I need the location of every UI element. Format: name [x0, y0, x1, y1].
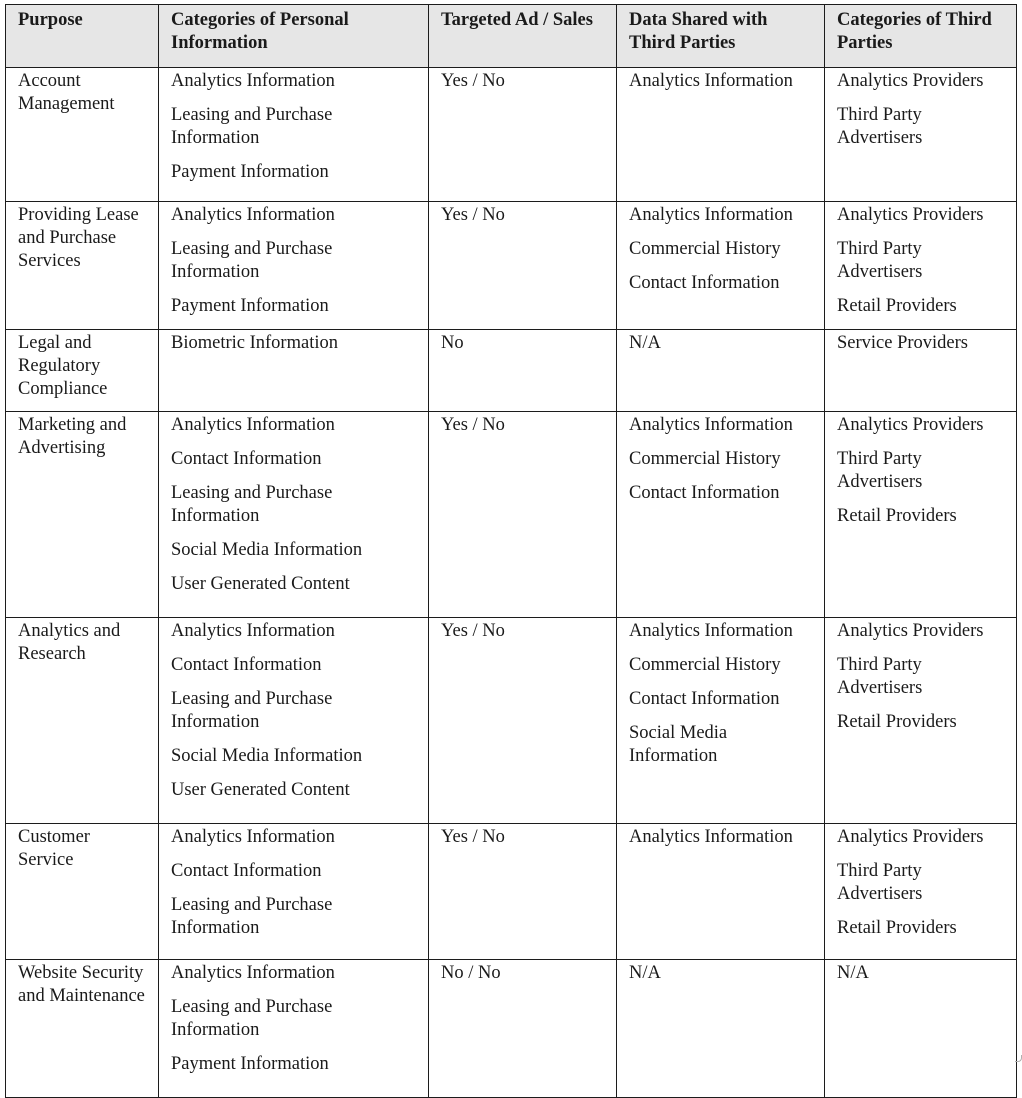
- category-item: Analytics Information: [171, 827, 335, 847]
- shared-item: Analytics Information: [629, 205, 793, 225]
- purpose-text: Legal and Regulatory Compliance: [18, 333, 108, 399]
- third-party-item: Retail Providers: [837, 712, 957, 732]
- category-item-list: [171, 962, 420, 1076]
- shared-item: Analytics Information: [629, 71, 793, 91]
- category-item: Analytics Information: [171, 415, 335, 435]
- third-party-item: Third Party Advertisers: [837, 239, 923, 282]
- category-item: Leasing and Purchase Information: [171, 239, 333, 282]
- category-item-list: [171, 332, 420, 355]
- targeted-ad-value: Yes / No: [441, 71, 505, 91]
- data-shared-cell: [617, 960, 825, 1098]
- third-party-item-list: [837, 70, 1008, 150]
- header-third-party-categories: Categories of Third Parties: [825, 5, 1017, 68]
- categories-cell: [159, 330, 429, 412]
- third-party-item: Third Party Advertisers: [837, 449, 923, 492]
- targeted-ad-value: Yes / No: [441, 415, 505, 435]
- shared-item: Commercial History: [629, 239, 781, 259]
- targeted-ad-value: No: [441, 333, 464, 353]
- targeted-ad-value: Yes / No: [441, 205, 505, 225]
- category-item: Analytics Information: [171, 621, 335, 641]
- targeted-ad-value: No / No: [441, 963, 501, 983]
- purpose-text: Account Management: [18, 71, 115, 114]
- targeted-ad-cell: [429, 824, 617, 960]
- shared-item-list: [629, 826, 816, 849]
- third-party-item-list: [837, 204, 1008, 318]
- targeted-ad-value: Yes / No: [441, 827, 505, 847]
- categories-cell: [159, 824, 429, 960]
- categories-cell: [159, 202, 429, 330]
- category-item-list: [171, 414, 420, 596]
- categories-cell: [159, 960, 429, 1098]
- third-parties-cell: [825, 412, 1017, 618]
- shared-item: Analytics Information: [629, 827, 793, 847]
- third-parties-cell: [825, 68, 1017, 202]
- shared-item: Social Media Information: [629, 723, 728, 766]
- third-party-item-list: [837, 332, 1008, 355]
- category-item: Contact Information: [171, 861, 322, 881]
- third-party-item: Third Party Advertisers: [837, 655, 923, 698]
- table-body: [6, 68, 1017, 1098]
- purpose-cell: [6, 618, 159, 824]
- third-party-item: Third Party Advertisers: [837, 105, 923, 148]
- category-item: Leasing and Purchase Information: [171, 997, 333, 1040]
- header-targeted-ad-sales: Targeted Ad / Sales: [429, 5, 617, 68]
- data-shared-cell: [617, 330, 825, 412]
- category-item: Payment Information: [171, 1054, 329, 1074]
- category-item: Leasing and Purchase Information: [171, 689, 333, 732]
- third-party-item: Retail Providers: [837, 296, 957, 316]
- header-row: [6, 5, 1017, 68]
- targeted-ad-cell: [429, 960, 617, 1098]
- third-party-item: Retail Providers: [837, 506, 957, 526]
- shared-item-list: [629, 620, 816, 768]
- header-purpose: Purpose: [6, 5, 159, 68]
- shared-item: Analytics Information: [629, 621, 793, 641]
- shared-item-list: [629, 204, 816, 295]
- purpose-text: Marketing and Advertising: [18, 415, 127, 458]
- category-item: Analytics Information: [171, 205, 335, 225]
- targeted-ad-cell: [429, 618, 617, 824]
- table-row: [6, 824, 1017, 960]
- third-party-item: Service Providers: [837, 333, 969, 353]
- category-item: Social Media Information: [171, 540, 363, 560]
- shared-item: Commercial History: [629, 449, 781, 469]
- purpose-cell: [6, 202, 159, 330]
- targeted-ad-value: Yes / No: [441, 621, 505, 641]
- data-shared-cell: [617, 202, 825, 330]
- category-item-list: [171, 620, 420, 802]
- category-item: Leasing and Purchase Information: [171, 483, 333, 526]
- category-item: Payment Information: [171, 296, 329, 316]
- third-party-item: Analytics Providers: [837, 621, 984, 641]
- purpose-text: Providing Lease and Purchase Services: [18, 205, 139, 271]
- table-row: [6, 960, 1017, 1098]
- third-party-item-list: [837, 414, 1008, 528]
- table-row: [6, 202, 1017, 330]
- third-party-item-list: [837, 962, 1008, 985]
- third-parties-cell: [825, 330, 1017, 412]
- shared-item: Contact Information: [629, 483, 780, 503]
- third-parties-cell: [825, 618, 1017, 824]
- targeted-ad-cell: [429, 330, 617, 412]
- third-party-item: Analytics Providers: [837, 205, 984, 225]
- purpose-cell: [6, 68, 159, 202]
- category-item: Social Media Information: [171, 746, 363, 766]
- targeted-ad-cell: [429, 68, 617, 202]
- third-party-item: N/A: [837, 963, 869, 983]
- category-item: Payment Information: [171, 162, 329, 182]
- shared-item-list: [629, 332, 816, 355]
- purpose-text: Customer Service: [18, 827, 90, 870]
- targeted-ad-cell: [429, 202, 617, 330]
- third-party-item: Analytics Providers: [837, 415, 984, 435]
- shared-item: Analytics Information: [629, 415, 793, 435]
- category-item: User Generated Content: [171, 574, 350, 594]
- third-party-item: Third Party Advertisers: [837, 861, 923, 904]
- third-parties-cell: [825, 824, 1017, 960]
- third-party-item-list: [837, 620, 1008, 734]
- data-shared-cell: [617, 824, 825, 960]
- category-item: Analytics Information: [171, 71, 335, 91]
- categories-cell: [159, 618, 429, 824]
- categories-cell: [159, 68, 429, 202]
- targeted-ad-cell: [429, 412, 617, 618]
- shared-item: Contact Information: [629, 689, 780, 709]
- purpose-text: Analytics and Research: [18, 621, 121, 664]
- shared-item-list: [629, 70, 816, 93]
- third-party-item-list: [837, 826, 1008, 940]
- third-parties-cell: [825, 202, 1017, 330]
- category-item: Leasing and Purchase Information: [171, 105, 333, 148]
- shared-item-list: [629, 962, 816, 985]
- category-item: Contact Information: [171, 449, 322, 469]
- category-item: User Generated Content: [171, 780, 350, 800]
- third-party-item: Retail Providers: [837, 918, 957, 938]
- table-header: [6, 5, 1017, 68]
- privacy-data-table: [5, 4, 1017, 1098]
- category-item-list: [171, 826, 420, 940]
- table-row: [6, 68, 1017, 202]
- purpose-cell: [6, 330, 159, 412]
- purpose-cell: [6, 412, 159, 618]
- shared-item-list: [629, 414, 816, 505]
- table-row: [6, 618, 1017, 824]
- header-data-shared: Data Shared with Third Parties: [617, 5, 825, 68]
- purpose-cell: [6, 960, 159, 1098]
- category-item: Leasing and Purchase Information: [171, 895, 333, 938]
- data-shared-cell: [617, 618, 825, 824]
- third-party-item: Analytics Providers: [837, 71, 984, 91]
- shared-item: Commercial History: [629, 655, 781, 675]
- category-item-list: [171, 204, 420, 318]
- category-item: Contact Information: [171, 655, 322, 675]
- shared-item: Contact Information: [629, 273, 780, 293]
- shared-item: N/A: [629, 333, 661, 353]
- third-party-item: Analytics Providers: [837, 827, 984, 847]
- categories-cell: [159, 412, 429, 618]
- table-row: [6, 330, 1017, 412]
- page-corner-mark: [1015, 1055, 1022, 1062]
- category-item: Analytics Information: [171, 963, 335, 983]
- third-parties-cell: [825, 960, 1017, 1098]
- table-row: [6, 412, 1017, 618]
- purpose-cell: [6, 824, 159, 960]
- purpose-text: Website Security and Maintenance: [18, 963, 145, 1006]
- category-item-list: [171, 70, 420, 184]
- data-shared-cell: [617, 68, 825, 202]
- data-shared-cell: [617, 412, 825, 618]
- shared-item: N/A: [629, 963, 661, 983]
- header-categories: Categories of Personal Information: [159, 5, 429, 68]
- category-item: Biometric Information: [171, 333, 338, 353]
